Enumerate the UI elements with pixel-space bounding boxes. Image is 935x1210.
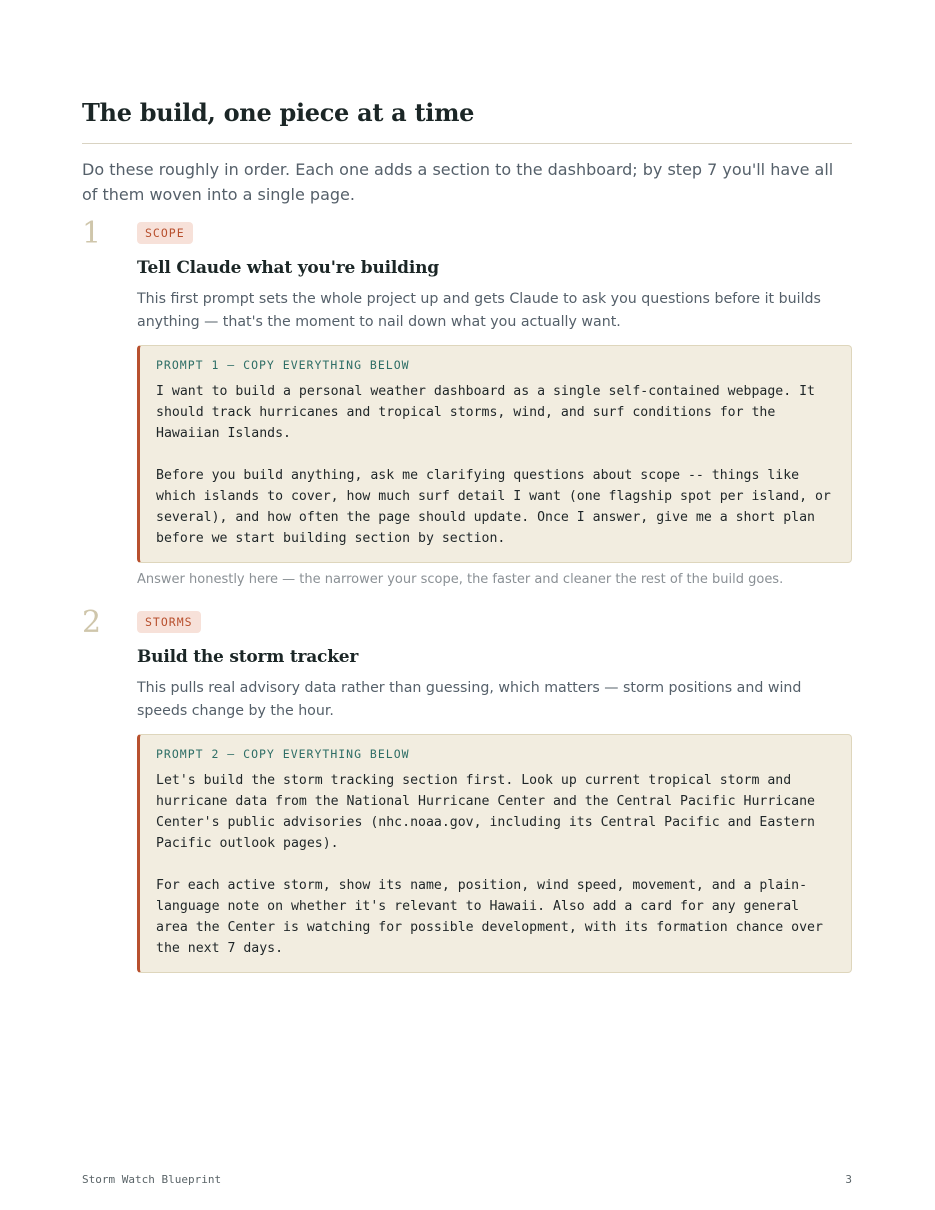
step-title: Tell Claude what you're building [137, 258, 439, 278]
step-number: 1 [82, 216, 102, 251]
prompt-box[interactable] [137, 734, 852, 973]
footer-page-number: 3 [845, 1173, 852, 1186]
page-title: The build, one piece at a time [82, 98, 475, 127]
step-body [137, 611, 852, 973]
step-description: This first prompt sets the whole project up and gets Claude to ask you questions before it builds anything — that's the moment to nail down what you actually want. [137, 291, 821, 330]
step-note: Answer honestly here — the narrower your scope, the faster and cleaner the rest of the build goes. [137, 572, 784, 587]
step-number: 2 [82, 605, 102, 640]
intro-paragraph: Do these roughly in order. Each one adds a section to the dashboard; by step 7 you'll have all of them woven into a single page. [82, 160, 834, 204]
step-description: This pulls real advisory data rather than guessing, which matters — storm positions and wind speeds change by the hour. [137, 680, 802, 719]
title-divider [82, 143, 852, 144]
prompt-text[interactable]: Let's build the storm tracking section first. Look up current tropical storm and hurricane data from the National Hurricane Center and the Central Pacific Hurricane Center's public advisories (nhc.noaa.gov, including its Central Pacific and Eastern Pacific outlook pages). For each active storm, show its name, position, wind speed, movement, and a plain-language note on whether it's relevant to Hawaii. Also add a card for any general area the Center is watching for possible development, with its formation chance over the next 7 days. [156, 773, 823, 956]
step-tag: SCOPE [137, 222, 193, 244]
prompt-box[interactable] [137, 345, 852, 563]
prompt-label: PROMPT 2 — COPY EVERYTHING BELOW [156, 747, 410, 761]
prompt-text[interactable]: I want to build a personal weather dashboard as a single self-contained webpage. It should track hurricanes and tropical storms, wind, and surf conditions for the Hawaiian Islands. Before you build anything, ask me clarifying questions about scope -- things like which islands to cover, how much surf detail I want (one flagship spot per island, or several), and how often the page should update. Once I answer, give me a short plan before we start building section by section. [156, 384, 831, 546]
step-tag: STORMS [137, 611, 201, 633]
prompt-label: PROMPT 1 — COPY EVERYTHING BELOW [156, 358, 410, 372]
step-body [137, 222, 852, 589]
footer-doc-name: Storm Watch Blueprint [82, 1173, 222, 1186]
step-title: Build the storm tracker [137, 647, 359, 667]
